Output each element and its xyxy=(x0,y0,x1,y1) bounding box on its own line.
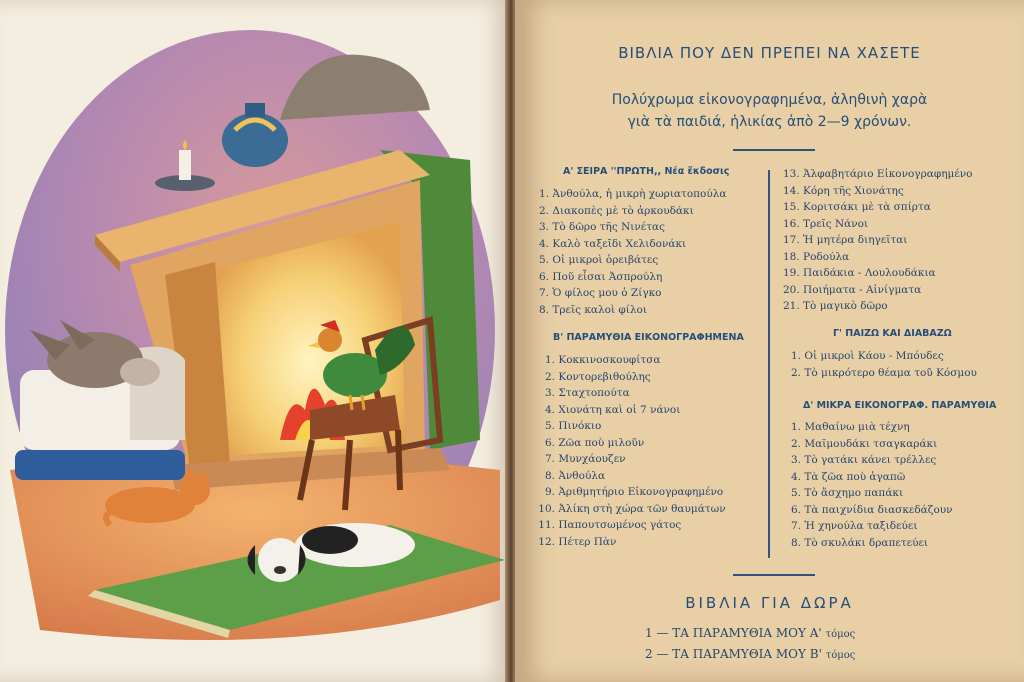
list-item: 5. Οἱ μικροὶ ὀρειβάτες xyxy=(539,254,659,266)
list-item: 5. Τὸ ἄσχημο παπάκι xyxy=(791,487,904,499)
list-item: 6. Ζῶα ποὺ μιλοῦν xyxy=(544,436,645,449)
series-a-title: Α' ΣΕΙΡΑ ''ΠΡΩΤΗ,, Νέα ἔκδοσις xyxy=(563,166,730,177)
series-d-title: Δ' ΜΙΚΡΑ ΕΙΚΟΝΟΓΡΑΦ. ΠΑΡΑΜΥΘΙΑ xyxy=(803,400,997,411)
list-item: 8. Ἀνθούλα xyxy=(544,469,606,482)
list-item: 21. Τὸ μαγικὸ δῶρο xyxy=(783,300,888,312)
list-item: 18. Ροδούλα xyxy=(783,250,850,263)
subtitle-line-1: Πολύχρωμα εἰκονογραφημένα, ἀληθινὴ χαρὰ xyxy=(611,92,928,108)
list-item: 1. Ἀνθούλα, ἡ μικρὴ χωριατοπούλα xyxy=(539,188,727,200)
fireplace-illustration xyxy=(0,0,510,682)
list-item: 1. Κοκκινοσκουφίτσα xyxy=(544,354,661,366)
list-item: 9. Ἀριθμητήριο Εἰκονογραφημένο xyxy=(544,486,724,498)
list-item: 7. Μυνχάουζεν xyxy=(544,453,626,465)
list-item: 12. Πέτερ Πὰν xyxy=(538,535,617,548)
list-item: 11. Παπουτσωμένος γάτος xyxy=(538,519,682,531)
series-a-list-left xyxy=(539,186,727,318)
series-a-list-right xyxy=(783,166,972,315)
page-title: ΒΙΒΛΙΑ ΠΟΥ ΔΕΝ ΠΡΕΠΕΙ ΝΑ ΧΑΣΕΤΕ xyxy=(618,44,921,62)
right-page-book-list xyxy=(515,0,1024,682)
series-c-list xyxy=(791,348,977,381)
list-item: 1. Μαθαίνω μιὰ τέχνη xyxy=(791,421,910,433)
list-item: 5. Πινόκιο xyxy=(544,420,602,432)
list-item: 4. Καλὸ ταξεῖδι Χελιδονάκι xyxy=(539,237,687,250)
series-b-list xyxy=(537,352,726,550)
series-b-title: Β' ΠΑΡΑΜΥΘΙΑ ΕΙΚΟΝΟΓΡΑΦΗΜΕΝΑ xyxy=(553,332,744,343)
list-item: 2. Κοντορεβιθούλης xyxy=(544,370,651,383)
list-item: 10. Ἀλίκη στὴ χώρα τῶν θαυμάτων xyxy=(538,502,726,515)
list-item: 2. Διακοπὲς μὲ τὸ ἀρκουδάκι xyxy=(539,204,694,217)
series-c-title: Γ' ΠΑΙΖΩ ΚΑΙ ΔΙΑΒΑΖΩ xyxy=(833,328,952,339)
list-item: 13. Ἀλφαβητάριο Εἰκονογραφημένο xyxy=(783,168,973,180)
list-item: 3. Σταχτοπούτα xyxy=(544,387,630,399)
left-page-illustration xyxy=(0,0,510,682)
list-item: 2. Τὸ μικρότερο θέαμα τοῦ Κόσμου xyxy=(791,366,977,379)
list-item: 16. Τρεῖς Νάνοι xyxy=(783,217,869,230)
list-item: 1. Οἱ μικροὶ Κάου - Μπόυδες xyxy=(791,350,944,362)
list-item: 15. Κοριτσάκι μὲ τὰ σπίρτα xyxy=(783,201,931,213)
subtitle-line-2: γιὰ τὰ παιδιά, ἡλικίας ἀπὸ 2—9 χρόνων. xyxy=(627,114,912,130)
list-item: 20. Ποιήματα - Αἰνίγματα xyxy=(783,283,922,296)
list-item: 17. Ἡ μητέρα διηγεῖται xyxy=(783,234,908,246)
list-item: 7. Ἡ χηνούλα ταξιδεύει xyxy=(791,520,918,532)
list-item: 8. Τὸ σκυλάκι δραπετεύει xyxy=(791,536,929,549)
list-item: 6. Ποῦ εἶσαι Ἀσπρούλη xyxy=(539,270,663,283)
divider-bottom xyxy=(733,574,815,576)
list-item: 8. Τρεῖς καλοὶ φίλοι xyxy=(539,303,647,316)
divider-top xyxy=(733,149,815,151)
gifts-title: ΒΙΒΛΙΑ ΓΙΑ ΔΩΡΑ xyxy=(685,594,854,612)
column-divider xyxy=(768,170,770,558)
gift-book-line-2: 2 — ΤΑ ΠΑΡΑΜΥΘΙΑ ΜΟΥ Β' τόμος xyxy=(645,647,856,661)
list-item: 4. Τὰ ζῶα ποὺ ἀγαπῶ xyxy=(791,470,906,483)
list-item: 3. Τὸ δῶρο τῆς Νινέτας xyxy=(539,221,665,233)
list-item: 3. Τὸ γατάκι κάνει τρέλλες xyxy=(791,454,937,466)
list-item: 4. Χιονάτη καὶ οἱ 7 νάνοι xyxy=(544,403,681,416)
list-item: 7. Ὁ φίλος μου ὁ Ζίγκο xyxy=(539,287,662,299)
list-item: 14. Κόρη τῆς Χιονάτης xyxy=(783,184,904,197)
bed-base xyxy=(15,450,185,480)
list-item: 2. Μαϊμουδάκι τσαγκαράκι xyxy=(791,437,938,450)
list-item: 19. Παιδάκια - Λουλουδάκια xyxy=(783,267,936,279)
series-d-list xyxy=(791,419,953,551)
list-item: 6. Τὰ παιχνίδια διασκεδάζουν xyxy=(791,503,953,516)
gift-book-line-1: 1 — ΤΑ ΠΑΡΑΜΥΘΙΑ ΜΟΥ Α' τόμος xyxy=(645,626,856,640)
candle xyxy=(179,150,191,180)
